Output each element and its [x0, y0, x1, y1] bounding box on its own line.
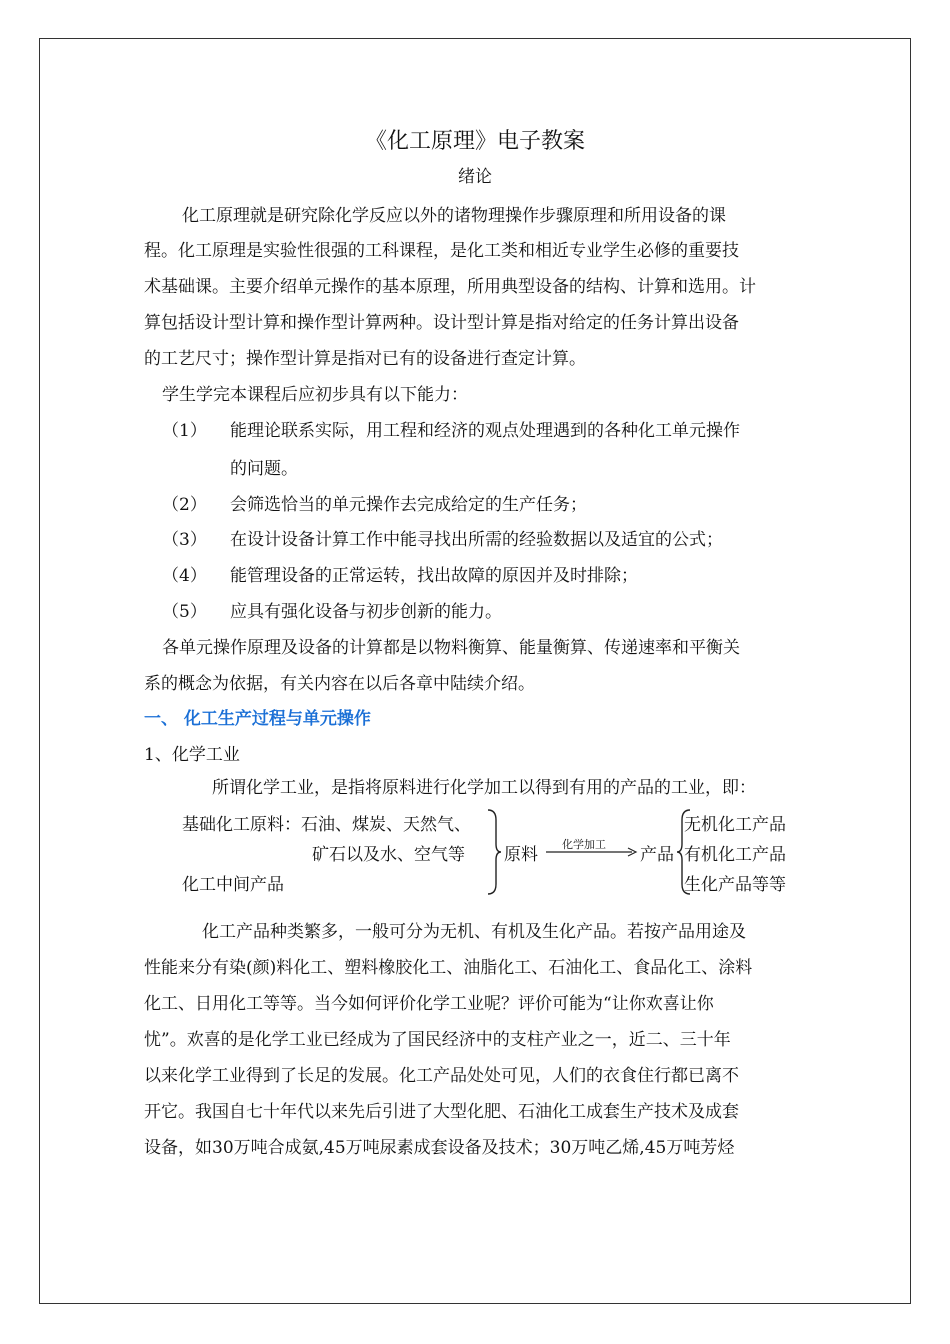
diagram-feedstock: 原料: [504, 845, 538, 865]
paragraph-line: 开它。我国自七十年代以来先后引进了大型化肥、石油化工成套生产技术及成套: [144, 1102, 739, 1122]
paragraph-line: 以来化学工业得到了长足的发展。化工产品处处可见，人们的衣食住行都已离不: [144, 1066, 739, 1086]
list-item-number: （3）: [162, 530, 207, 550]
list-item-text: 的问题。: [230, 459, 298, 479]
diagram-biochem: 生化产品等等: [684, 875, 786, 895]
paragraph-line: 的工艺尺寸；操作型计算是指对已有的设备进行查定计算。: [144, 349, 586, 369]
subsection-heading: 1、化学工业: [144, 745, 240, 765]
paragraph-line: 程。化工原理是实验性很强的工科课程，是化工类和相近专业学生必修的重要技: [144, 241, 739, 261]
paragraph-line: 化工原理就是研究除化学反应以外的诸物理操作步骤原理和所用设备的课: [182, 206, 726, 226]
paragraph-line: 系的概念为依据，有关内容在以后各章中陆续介绍。: [144, 674, 535, 694]
diagram-raw-materials-cont: 矿石以及水、空气等: [312, 845, 465, 865]
list-item-text: 应具有强化设备与初步创新的能力。: [230, 602, 502, 622]
paragraph-line: 术基础课。主要介绍单元操作的基本原理，所用典型设备的结构、计算和选用。计: [144, 277, 756, 297]
list-item-text: 能管理设备的正常运转，找出故障的原因并及时排除；: [230, 566, 638, 586]
list-item-number: （1）: [162, 421, 207, 441]
paragraph-line: 设备，如30万吨合成氨,45万吨尿素成套设备及技术；30万吨乙烯,45万吨芳烃: [144, 1138, 735, 1158]
section-subtitle: 绪论: [458, 167, 492, 187]
paragraph-line: 算包括设计型计算和操作型计算两种。设计型计算是指对给定的任务计算出设备: [144, 313, 739, 333]
diagram-intermediate: 化工中间产品: [182, 875, 284, 895]
arrow-icon: [546, 846, 638, 858]
list-item-number: （4）: [162, 566, 207, 586]
paragraph-line: 各单元操作原理及设备的计算都是以物料衡算、能量衡算、传递速率和平衡关: [162, 638, 740, 658]
diagram-arrow-label: 化学加工: [562, 838, 606, 851]
paragraph-line: 学生学完本课程后应初步具有以下能力：: [162, 385, 468, 405]
list-item-text: 会筛选恰当的单元操作去完成给定的生产任务；: [230, 495, 587, 515]
diagram-organic: 有机化工产品: [684, 845, 786, 865]
list-item-number: （2）: [162, 495, 207, 515]
right-brace: [486, 808, 502, 896]
paragraph-line: 化工、日用化工等等。当今如何评价化学工业呢？评价可能为“让你欢喜让你: [144, 994, 714, 1014]
list-item-text: 能理论联系实际，用工程和经济的观点处理遇到的各种化工单元操作: [230, 421, 740, 441]
page-title: 《化工原理》电子教案: [364, 129, 585, 154]
diagram-raw-materials: 基础化工原料：石油、煤炭、天然气、: [182, 815, 471, 835]
paragraph-line: 忧”。欢喜的是化学工业已经成为了国民经济中的支柱产业之一，近二、三十年: [144, 1030, 731, 1050]
list-item-text: 在设计设备计算工作中能寻找出所需的经验数据以及适宜的公式；: [230, 530, 723, 550]
paragraph-line: 化工产品种类繁多，一般可分为无机、有机及生化产品。若按产品用途及: [202, 922, 746, 942]
section-heading: 一、 化工生产过程与单元操作: [144, 709, 371, 729]
paragraph-line: 性能来分有染(颜)料化工、塑料橡胶化工、油脂化工、石油化工、食品化工、涂料: [144, 958, 753, 978]
paragraph-line: 所谓化学工业，是指将原料进行化学加工以得到有用的产品的工业，即：: [212, 778, 756, 798]
diagram-inorganic: 无机化工产品: [684, 815, 786, 835]
list-item-number: （5）: [162, 602, 207, 622]
diagram-product: 产品: [640, 845, 674, 865]
